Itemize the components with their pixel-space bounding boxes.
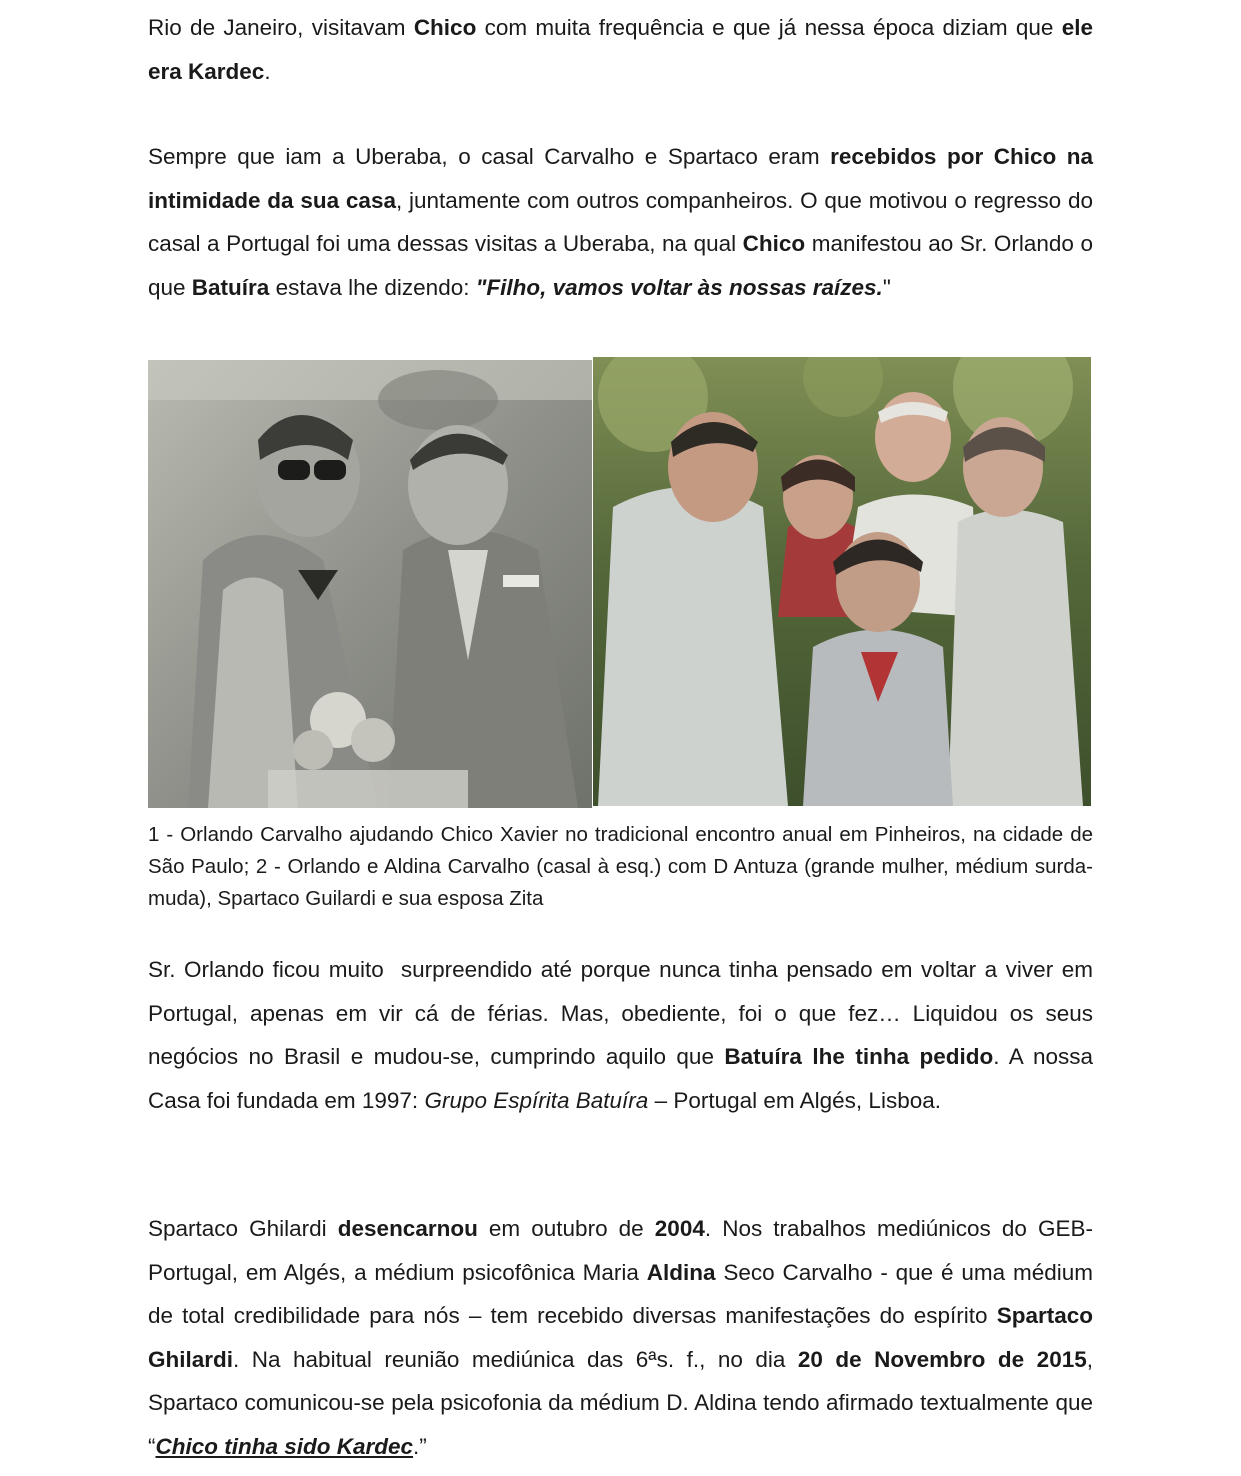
text-run: ele era Kardec (148, 15, 1100, 84)
text-run: Spartaco Ghilardi (148, 1303, 1100, 1372)
text-run: recebidos por Chico na intimidade da sua casa (148, 144, 1100, 213)
text-run: , juntamente com outros companheiros. O que motivou o regresso do casal a Portugal foi uma dessas visitas a Uberaba, na qual (148, 187, 1100, 256)
text-run: Grupo Espírita Batuíra (424, 1087, 649, 1113)
text-run: Chico (742, 231, 806, 256)
text-run: – Portugal em Algés, Lisboa. (648, 1087, 941, 1113)
text-run: Chico (413, 15, 477, 40)
photo-orlando-and-chico (148, 360, 592, 808)
text-run: . Nos trabalhos mediúnicos do GEB-Portugal, em Algés, a médium psicofônica Maria (148, 1216, 1093, 1285)
photo-pair (148, 357, 1091, 808)
text-run: . (264, 58, 271, 84)
text-run: Batuíra (191, 274, 270, 300)
text-run: com muita frequência e que já nessa época diziam que (476, 15, 1062, 40)
text-run: em outubro de (477, 1216, 655, 1241)
text-run: Aldina (646, 1259, 716, 1285)
text-run: Sr. Orlando ficou muito surpreendido até porque nunca tinha pensado em voltar a viver em Portugal, apenas em vir cá de férias. Mas, obediente, foi o que fez… Liquidou os seus negócios no Brasil e mudou-se, cumprindo aquilo que (148, 957, 1100, 1069)
paragraph-return-to-portugal (148, 948, 1100, 1122)
text-run: .” (413, 1433, 427, 1459)
text-run: . Na habitual reunião mediúnica das 6ªs. f., no dia (233, 1346, 798, 1372)
text-run: , Spartaco comunicou-se pela psicofonia da médium D. Aldina tendo afirmado textualmente que “ (148, 1346, 1100, 1459)
text-run: Spartaco Ghilardi (148, 1216, 338, 1241)
text-run: Chico tinha sido Kardec (155, 1433, 414, 1459)
text-run: 2004 (654, 1216, 705, 1241)
paragraph-uberaba-visits (148, 135, 1100, 309)
photo-caption: 1 - Orlando Carvalho ajudando Chico Xavier no tradicional encontro anual em Pinheiros, na cidade de São Paulo; 2 - Orlando e Aldina Carvalho (casal à esq.) com D Antuza (grande mulher, médium surda-muda), Spartaco Guilardi e sua esposa Zita (148, 823, 1093, 910)
photo-group-in-garden (593, 357, 1091, 806)
text-run: . A nossa Casa foi fundada em 1997: (148, 1044, 1100, 1113)
text-run: "Filho, vamos voltar às nossas raízes. (475, 274, 883, 300)
paragraph-intro (148, 6, 1100, 93)
text-run: manifestou ao Sr. Orlando o que (148, 231, 1100, 300)
text-run: Sempre que iam a Uberaba, o casal Carvalho e Spartaco eram (148, 144, 831, 169)
text-run: desencarnou (337, 1216, 478, 1241)
text-run: Seco Carvalho - que é uma médium de total credibilidade para nós – tem recebido diversas manifestações do espírito (148, 1259, 1100, 1328)
text-run: 20 de Novembro de 2015 (797, 1346, 1087, 1372)
paragraph-spartaco-message (148, 1207, 1100, 1468)
text-run: estava lhe dizendo: (269, 274, 476, 300)
text-run: Batuíra lhe tinha pedido (724, 1044, 994, 1069)
text-run: Rio de Janeiro, visitavam (148, 15, 414, 40)
text-run: " (882, 274, 891, 300)
